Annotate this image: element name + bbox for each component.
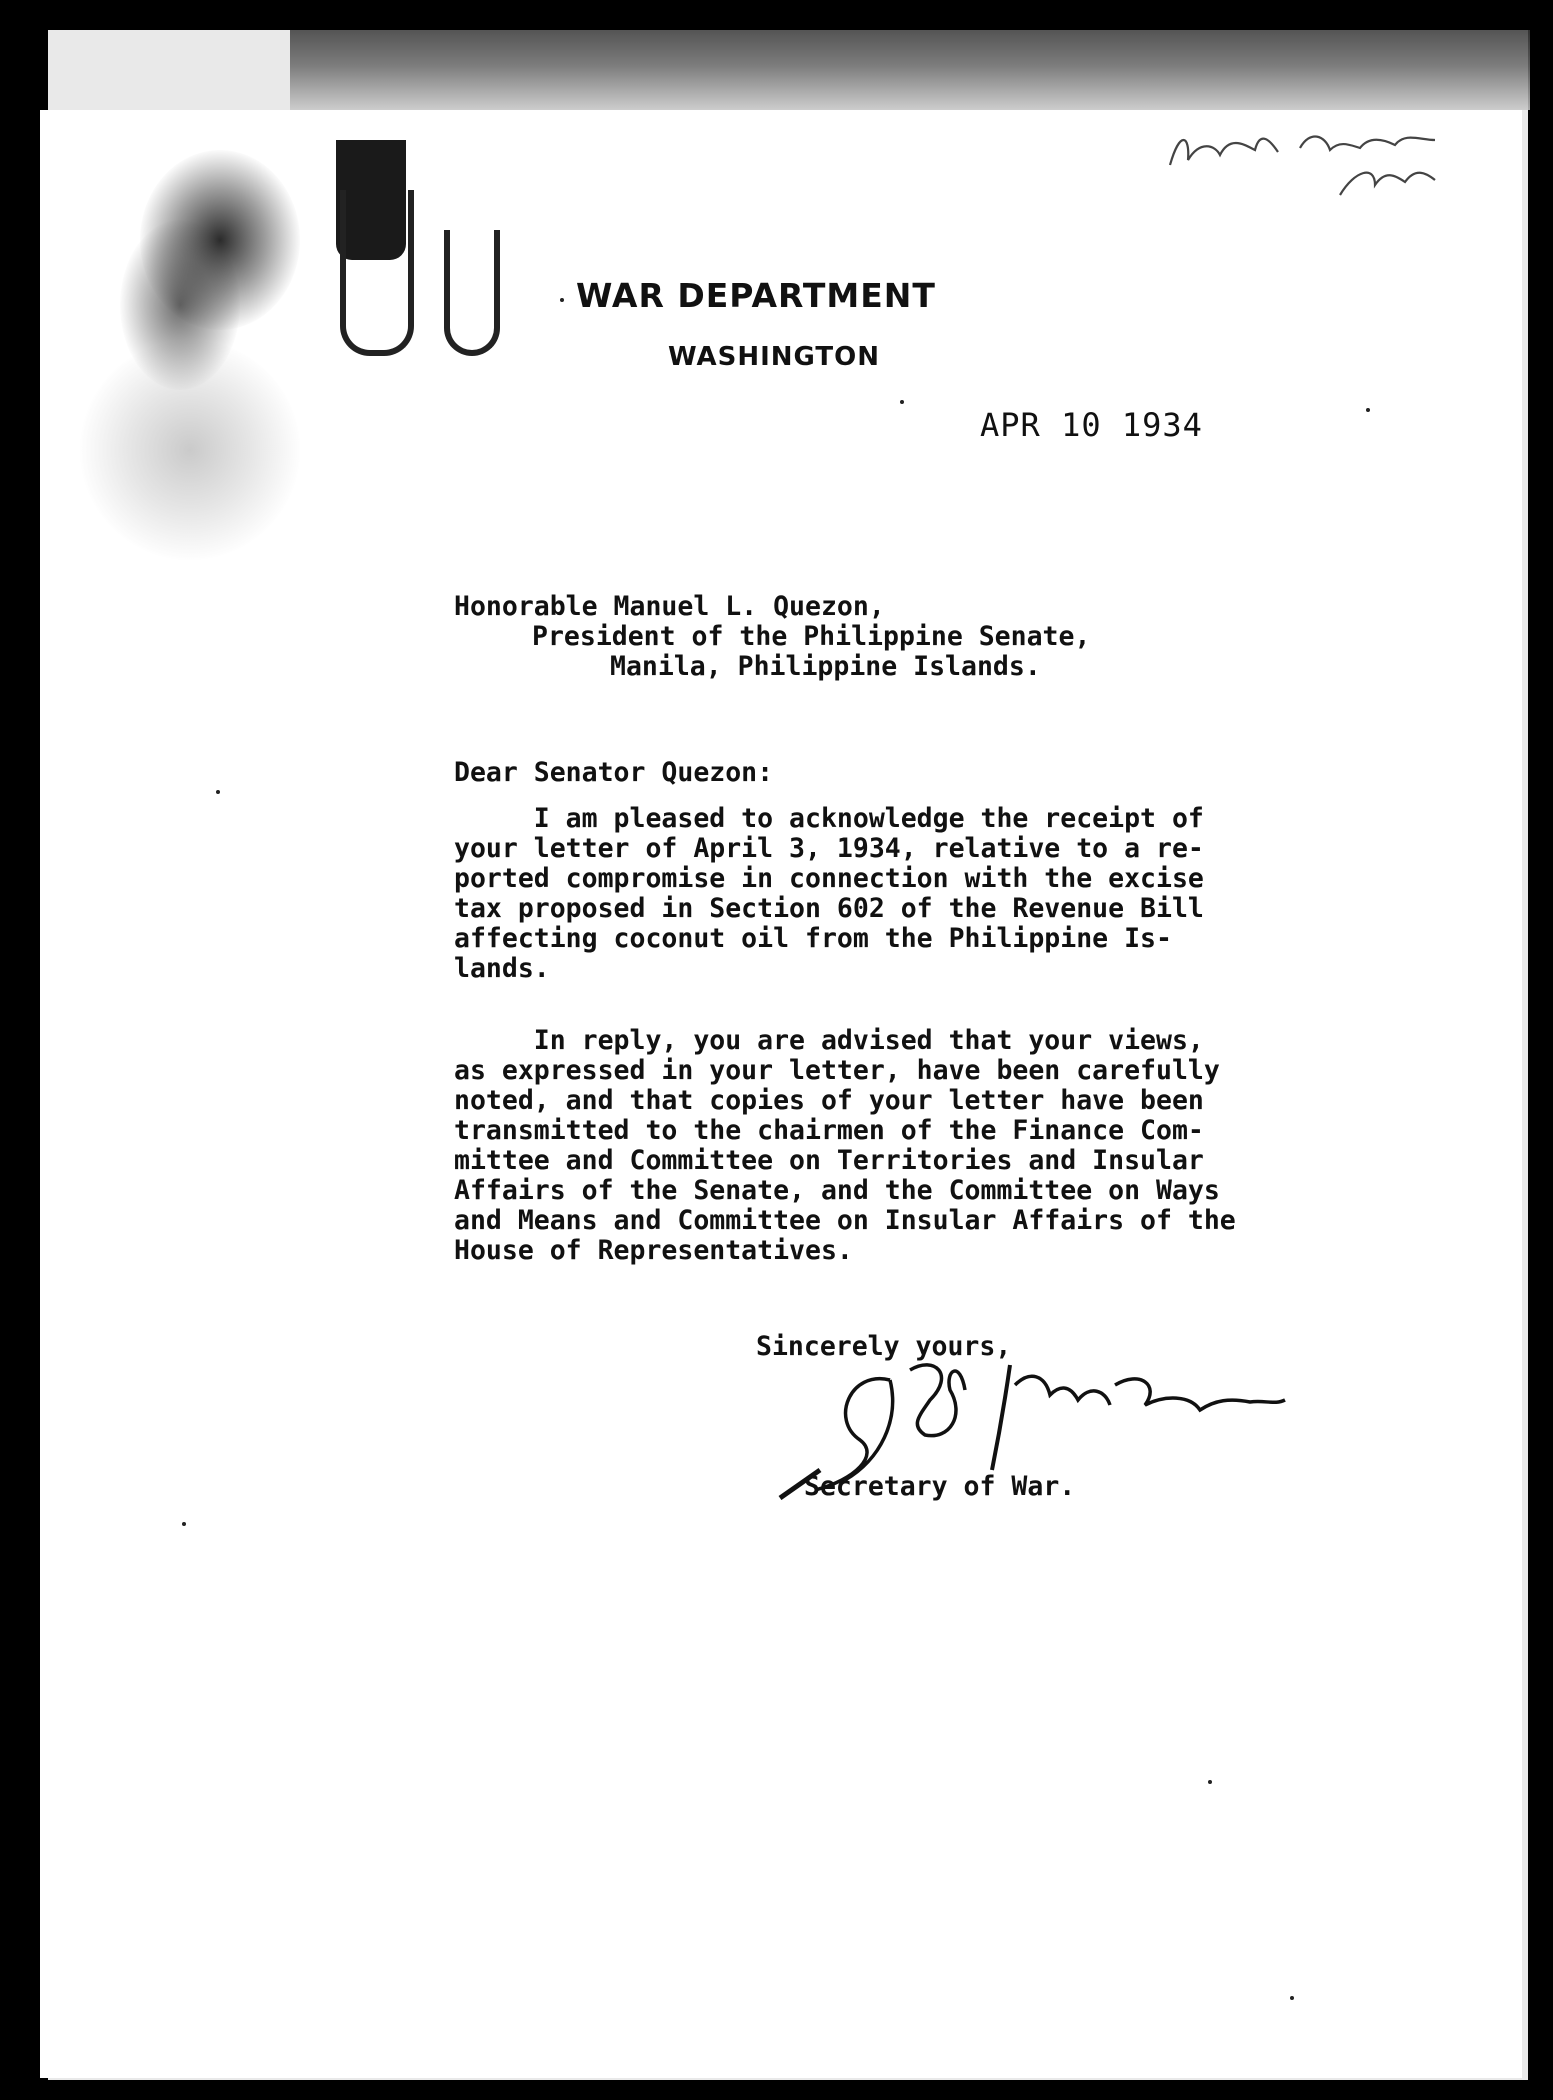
body-line: affecting coconut oil from the Philippine Is- — [454, 923, 1172, 954]
speck — [1366, 408, 1370, 412]
salutation: Dear Senator Quezon: — [454, 757, 774, 788]
speck — [1290, 1996, 1294, 2000]
address-line-3: Manila, Philippine Islands. — [610, 651, 1041, 682]
paper-clip-mark — [444, 230, 500, 356]
body-line: and Means and Committee on Insular Affairs of the — [454, 1205, 1236, 1236]
body-line: ported compromise in connection with the excise — [454, 863, 1204, 894]
letterhead-city: WASHINGTON — [668, 342, 881, 372]
speck — [182, 1522, 186, 1526]
handwritten-note-scribble — [1160, 110, 1520, 210]
letterhead-title: WAR DEPARTMENT — [576, 276, 936, 315]
speck — [900, 400, 904, 404]
address-line-1: Honorable Manuel L. Quezon, — [454, 591, 885, 622]
body-line: In reply, you are advised that your views, — [454, 1025, 1204, 1056]
signature-title: Secretary of War. — [804, 1471, 1076, 1502]
body-line: as expressed in your letter, have been carefully — [454, 1055, 1220, 1086]
body-line: transmitted to the chairmen of the Finance Com- — [454, 1115, 1204, 1146]
letter-page — [40, 110, 1522, 2078]
speck — [216, 790, 220, 794]
body-line: noted, and that copies of your letter have been — [454, 1085, 1204, 1116]
body-line: House of Representatives. — [454, 1235, 853, 1266]
speck — [1208, 1780, 1212, 1784]
body-line: your letter of April 3, 1934, relative to a re- — [454, 833, 1204, 864]
body-line: I am pleased to acknowledge the receipt of — [454, 803, 1204, 834]
body-line: Affairs of the Senate, and the Committee on Ways — [454, 1175, 1220, 1206]
top-edge-shadow — [290, 30, 1530, 110]
speck — [560, 298, 564, 302]
address-line-2: President of the Philippine Senate, — [532, 621, 1091, 652]
paper-clip-mark — [340, 190, 414, 356]
ink-stain — [80, 340, 300, 560]
body-line: tax proposed in Section 602 of the Revenue Bill — [454, 893, 1204, 924]
body-line: mittee and Committee on Territories and Insular — [454, 1145, 1204, 1176]
body-line: lands. — [454, 953, 550, 984]
handwritten-note — [1160, 110, 1520, 210]
date-stamp: APR 10 1934 — [980, 406, 1203, 444]
closing: Sincerely yours, — [756, 1331, 1012, 1362]
